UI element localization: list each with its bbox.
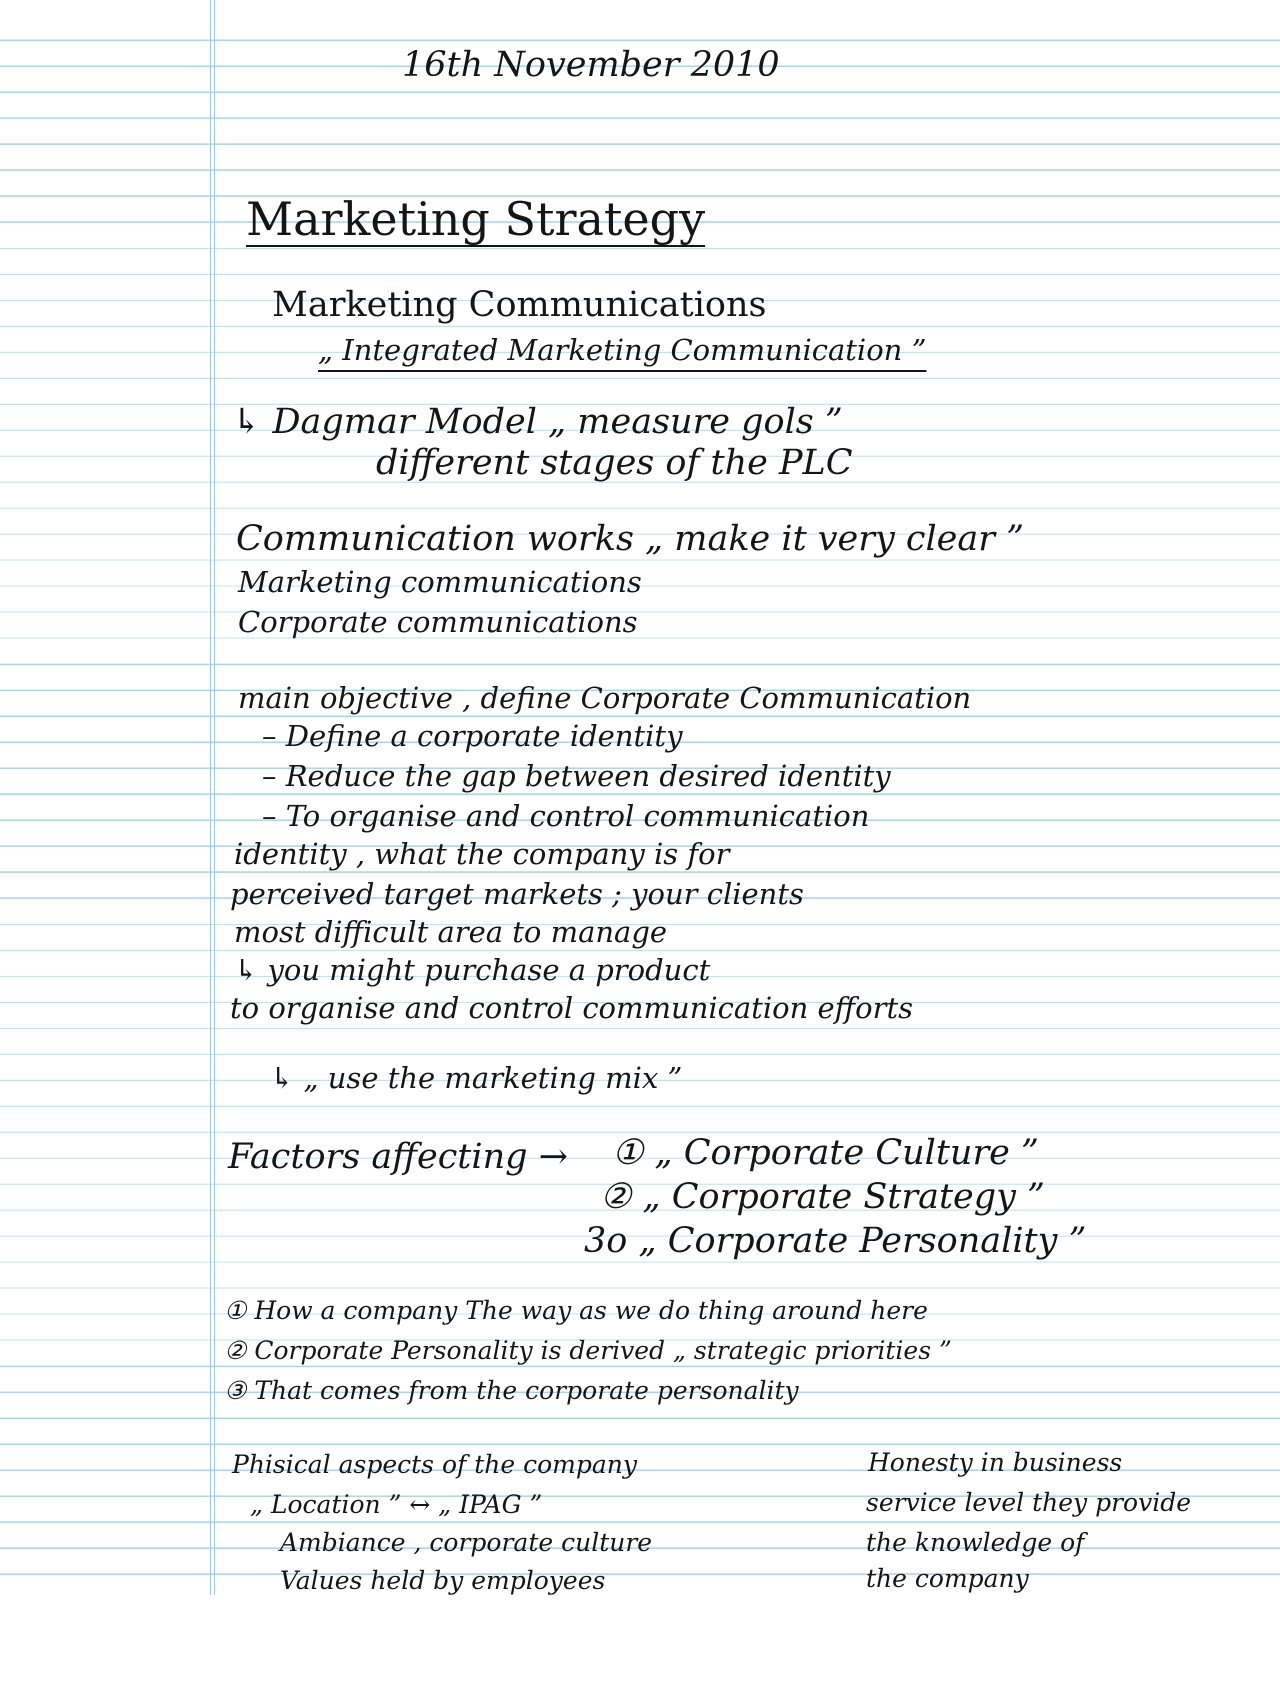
perceived-line: perceived target markets ; your clients [230,877,804,911]
note-date: 16th November 2010 [402,45,780,85]
corporate-communications-line: Corporate communications [238,605,638,639]
numbered-item: ② Corporate Personality is derived „ strategic priorities ” [224,1336,952,1365]
identity-line: identity , what the company is for [234,837,730,871]
numbered-item: ① How a company The way as we do thing around here [224,1296,928,1325]
integrated-marketing-communication: „ Integrated Marketing Communication ” [318,333,927,367]
values-line: Values held by employees [280,1566,606,1595]
dagmar-model-line: ↳ Dagmar Model „ measure gols ” [232,402,843,442]
bullet-item: – Define a corporate identity [262,719,683,753]
communication-works-line: Communication works „ make it very clear ” [236,519,1025,559]
numbered-item: ③ That comes from the corporate personality [224,1376,799,1405]
factor-item: ① „ Corporate Culture ” [612,1133,1039,1173]
factors-affecting-label: Factors affecting → [228,1137,568,1177]
marketing-communications-line: Marketing communications [238,565,642,599]
margin-line [214,0,215,1707]
factor-item: ② „ Corporate Strategy ” [600,1177,1045,1217]
dagmar-plc-line: different stages of the PLC [376,443,853,483]
factor-item: 3o „ Corporate Personality ” [584,1221,1087,1261]
purchase-line: ↳ you might purchase a product [234,953,711,987]
main-objective-line: main objective , define Corporate Communication [238,681,972,715]
note-title: Marketing Strategy [246,192,706,246]
physical-aspects-line: Phisical aspects of the company [232,1450,637,1479]
bullet-item: – Reduce the gap between desired identity [262,759,891,793]
page-bottom [0,1595,1280,1707]
margin-line [210,0,211,1707]
difficult-line: most difficult area to manage [234,915,668,949]
honesty-line: Honesty in business [868,1448,1123,1477]
bullet-item: – To organise and control communication [262,799,870,833]
marketing-mix-line: ↳ „ use the marketing mix ” [270,1061,683,1095]
location-ipag-line: „ Location ” ↔ „ IPAG ” [250,1490,543,1519]
organise-line: to organise and control communication efforts [230,991,914,1025]
knowledge-line: the knowledge of [866,1528,1085,1557]
company-line: the company [866,1564,1029,1593]
service-level-line: service level they provide [866,1488,1192,1517]
ambiance-line: Ambiance , corporate culture [280,1528,653,1557]
heading-marketing-communications: Marketing Communications [272,285,767,325]
